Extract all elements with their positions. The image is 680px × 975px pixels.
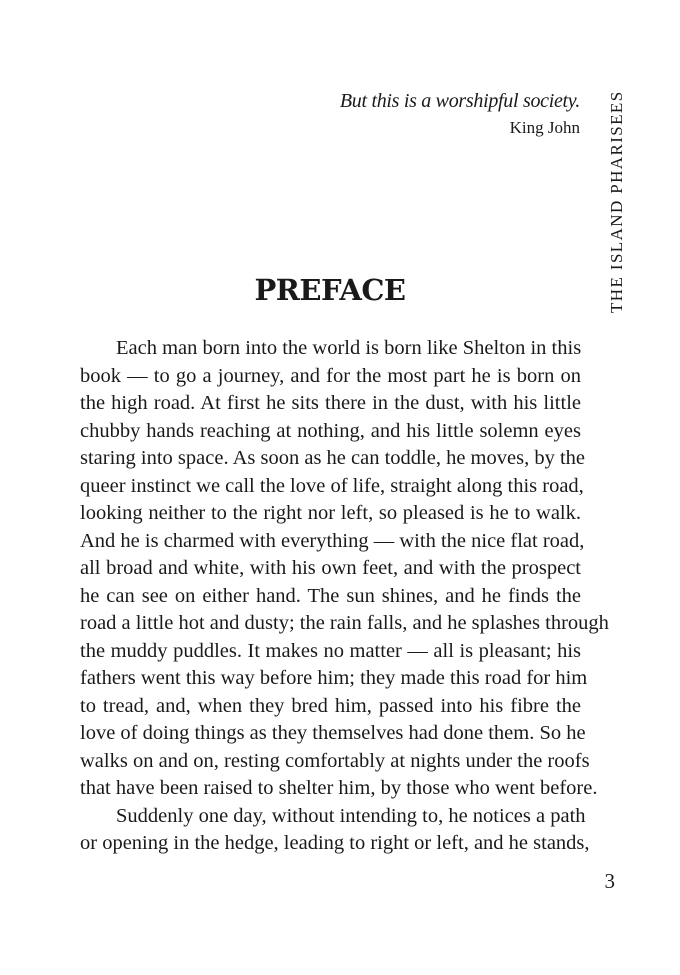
page-title: PREFACE — [254, 273, 406, 307]
text-line: Each man born into the world is born like Shelton in this — [116, 337, 582, 359]
epigraph-source: King John — [509, 118, 580, 137]
text-line: chubby hands reaching at nothing, and his little solemn eyes — [80, 419, 581, 442]
text-line: queer instinct we call the love of life, straight along this road, — [80, 474, 584, 497]
epigraph-quote: But this is a worshipful society. — [339, 90, 580, 112]
text-line: road a little hot and dusty; the rain falls, and he splashes through — [80, 612, 609, 634]
body-text — [80, 335, 609, 858]
text-line: the high road. At first he sits there in the dust, with his little — [80, 392, 581, 414]
text-line: looking neither to the right nor left, so pleased is he to walk. — [80, 502, 581, 524]
text-line: love of doing things as they themselves had done them. So he — [80, 722, 586, 744]
text-line: to tread, and, when they bred him, passed into his fibre the — [80, 694, 581, 717]
text-line: that have been raised to shelter him, by those who went before. — [80, 777, 598, 799]
text-line: walks on and on, resting comfortably at nights under the roofs — [80, 749, 590, 772]
text-line: fathers went this way before him; they made this road for him — [80, 667, 588, 689]
text-line: he can see on either hand. The sun shines, and he finds the — [80, 584, 581, 607]
text-line: staring into space. As soon as he can toddle, he moves, by the — [80, 447, 585, 469]
page-number: 3 — [604, 869, 615, 893]
text-line: And he is charmed with everything — with the nice flat road, — [80, 529, 585, 552]
text-line: all broad and white, with his own feet, and with the prospect — [80, 557, 581, 579]
text-line: the muddy puddles. It makes no matter — all is pleasant; his — [80, 639, 581, 662]
text-line: Suddenly one day, without intending to, he notices a path — [116, 804, 586, 827]
text-line: or opening in the hedge, leading to right or left, and he stands, — [80, 832, 590, 854]
running-head: THE ISLAND PHARISEES — [607, 90, 626, 313]
epigraph — [340, 88, 580, 141]
text-line: book — to go a journey, and for the most part he is born on — [80, 364, 581, 387]
